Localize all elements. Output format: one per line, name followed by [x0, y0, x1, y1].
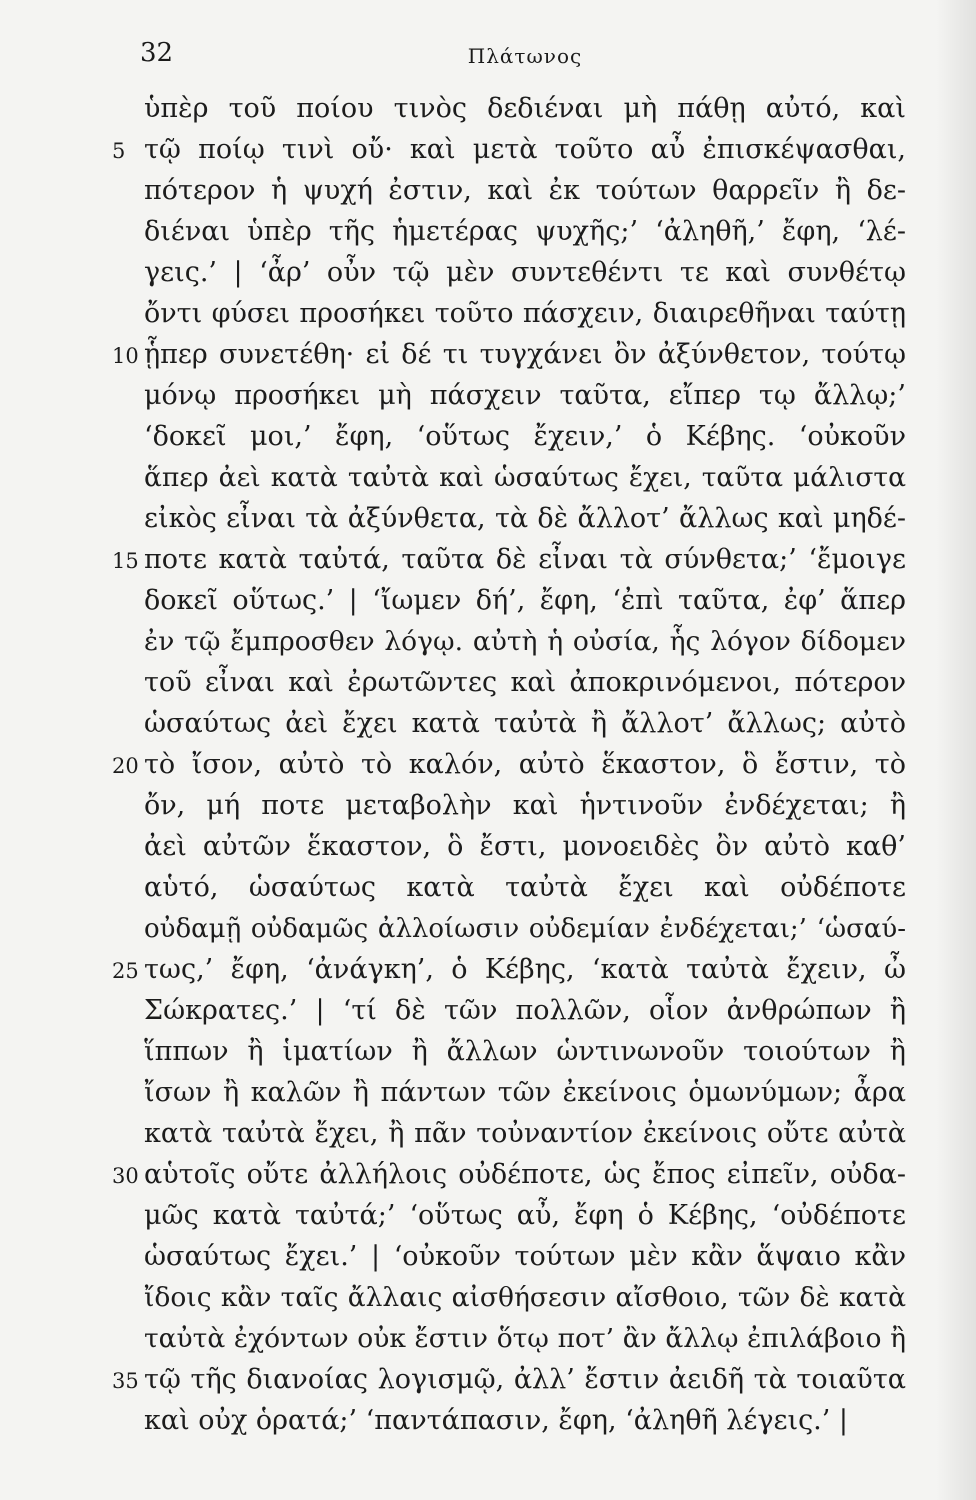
text-line [112, 949, 912, 990]
page-number: 32 [140, 38, 174, 68]
page-header [140, 38, 910, 78]
text-line [112, 1236, 912, 1277]
line-text: ᾗπερ συνετέθη· εἰ δέ τι τυγχάνει ὂν ἀξύνθετον, τούτῳ [144, 339, 906, 370]
line-text: μόνῳ προσήκει μὴ πάσχειν ταῦτα, εἴπερ τῳ ἄλλῳ;’ [144, 380, 906, 411]
line-text: ποτε κατὰ ταὐτά, ταῦτα δὲ εἶναι τὰ σύνθετα;’ ‘ἔμοιγε [144, 544, 906, 575]
line-text: ἅπερ ἀεὶ κατὰ ταὐτὰ καὶ ὡσαύτως ἔχει, ταῦτα μάλιστα [144, 462, 906, 493]
text-line [112, 1195, 912, 1236]
text-line [112, 662, 912, 703]
line-text: αὑτοῖς οὔτε ἀλλήλοις οὐδέποτε, ὡς ἔπος εἰπεῖν, οὐδα- [144, 1159, 906, 1190]
text-line [112, 88, 912, 129]
text-line [112, 1359, 912, 1400]
line-text: κατὰ ταὐτὰ ἔχει, ἢ πᾶν τοὐναντίον ἐκείνοις οὔτε αὐτὰ [144, 1118, 906, 1149]
line-text: Σώκρατες.’ | ‘τί δὲ τῶν πολλῶν, οἷον ἀνθρώπων ἢ [144, 995, 906, 1026]
text-line [112, 1072, 912, 1113]
running-head: Πλάτωνος [467, 44, 583, 68]
text-line [112, 744, 912, 785]
text-line [112, 621, 912, 662]
line-text: τῷ ποίῳ τινὶ οὔ· καὶ μετὰ τοῦτο αὖ ἐπισκέψασθαι, [144, 134, 906, 165]
text-line [112, 867, 912, 908]
line-text: τὸ ἴσον, αὐτὸ τὸ καλόν, αὐτὸ ἕκαστον, ὃ ἔστιν, τὸ [144, 749, 906, 780]
line-text: δοκεῖ οὕτως.’ | ‘ἴωμεν δή’, ἔφη, ‘ἐπὶ ταῦτα, ἐφ’ ἅπερ [144, 585, 906, 616]
text-line [112, 334, 912, 375]
line-number: 10 [112, 344, 139, 368]
line-text: ‘δοκεῖ μοι,’ ἔφη, ‘οὕτως ἔχειν,’ ὁ Κέβης. ‘οὐκοῦν [144, 421, 906, 452]
line-text: ἵππων ἢ ἱματίων ἢ ἄλλων ὡντινωνοῦν τοιούτων ἢ [144, 1036, 906, 1067]
line-number: 25 [112, 959, 139, 983]
line-text: τως,’ ἔφη, ‘ἀνάγκη’, ὁ Κέβης, ‘κατὰ ταὐτὰ ἔχειν, ὦ [144, 954, 906, 985]
text-line [112, 1113, 912, 1154]
text-line [112, 539, 912, 580]
text-line [112, 375, 912, 416]
text-line [112, 457, 912, 498]
line-text: τοῦ εἶναι καὶ ἐρωτῶντες καὶ ἀποκρινόμενοι, πότερον [144, 667, 906, 698]
text-line [112, 498, 912, 539]
text-line [112, 1318, 912, 1359]
text-line [112, 1031, 912, 1072]
line-text: καὶ οὐχ ὁρατά;’ ‘παντάπασιν, ἔφη, ‘ἀληθῆ λέγεις.’ | [144, 1405, 849, 1436]
text-line [112, 826, 912, 867]
text-line [112, 211, 912, 252]
text-line [112, 416, 912, 457]
line-text: ἐν τῷ ἔμπροσθεν λόγῳ. αὐτὴ ἡ οὐσία, ἧς λόγον δίδομεν [144, 626, 906, 657]
line-text: ὑπὲρ τοῦ ποίου τινὸς δεδιέναι μὴ πάθῃ αὐτό, καὶ [144, 93, 906, 124]
text-line [112, 293, 912, 334]
text-line [112, 703, 912, 744]
line-text: ὡσαύτως ἔχει.’ | ‘οὐκοῦν τούτων μὲν κἂν ἅψαιο κἂν [144, 1241, 906, 1272]
text-line [112, 1277, 912, 1318]
line-number: 20 [112, 754, 139, 778]
text-body [112, 88, 912, 1441]
line-number: 35 [112, 1369, 139, 1393]
line-text: ὄντι φύσει προσήκει τοῦτο πάσχειν, διαιρεθῆναι ταύτῃ [144, 298, 906, 329]
line-text: διέναι ὑπὲρ τῆς ἡμετέρας ψυχῆς;’ ‘ἀληθῆ,’ ἔφη, ‘λέ- [144, 216, 906, 247]
line-text: ἀεὶ αὐτῶν ἕκαστον, ὃ ἔστι, μονοειδὲς ὂν αὐτὸ καθ’ [144, 831, 906, 862]
line-text: ταὐτὰ ἐχόντων οὐκ ἔστιν ὅτῳ ποτ’ ἂν ἄλλῳ ἐπιλάβοιο ἢ [144, 1323, 906, 1354]
line-text: οὐδαμῇ οὐδαμῶς ἀλλοίωσιν οὐδεμίαν ἐνδέχεται;’ ‘ὡσαύ- [144, 914, 906, 944]
text-line [112, 1154, 912, 1195]
line-text: πότερον ἡ ψυχή ἐστιν, καὶ ἐκ τούτων θαρρεῖν ἢ δε- [144, 175, 906, 206]
text-line [112, 580, 912, 621]
line-text: ὡσαύτως ἀεὶ ἔχει κατὰ ταὐτὰ ἢ ἄλλοτ’ ἄλλως; αὐτὸ [144, 708, 906, 739]
line-text: αὑτό, ὡσαύτως κατὰ ταὐτὰ ἔχει καὶ οὐδέποτε [144, 872, 906, 903]
line-text: τῷ τῆς διανοίας λογισμῷ, ἀλλ’ ἔστιν ἀειδῆ τὰ τοιαῦτα [144, 1364, 906, 1395]
line-text: ἴσων ἢ καλῶν ἢ πάντων τῶν ἐκείνοις ὁμωνύμων; ἆρα [144, 1077, 906, 1108]
text-line [112, 1400, 912, 1441]
line-number: 30 [112, 1164, 139, 1188]
text-line [112, 129, 912, 170]
line-text: εἰκὸς εἶναι τὰ ἀξύνθετα, τὰ δὲ ἄλλοτ’ ἄλλως καὶ μηδέ- [144, 503, 906, 534]
line-text: ὄν, μή ποτε μεταβολὴν καὶ ἡντινοῦν ἐνδέχεται; ἢ [144, 790, 906, 821]
line-number: 5 [112, 139, 126, 163]
text-line [112, 785, 912, 826]
line-text: μῶς κατὰ ταὐτά;’ ‘οὕτως αὖ, ἔφη ὁ Κέβης, ‘οὐδέποτε [144, 1200, 906, 1231]
text-line [112, 170, 912, 211]
text-line [112, 908, 912, 949]
line-number: 15 [112, 549, 139, 573]
text-line [112, 252, 912, 293]
text-line [112, 990, 912, 1031]
line-text: γεις.’ | ‘ἆρ’ οὖν τῷ μὲν συντεθέντι τε καὶ συνθέτῳ [144, 257, 906, 288]
line-text: ἴδοις κἂν ταῖς ἄλλαις αἰσθήσεσιν αἴσθοιο, τῶν δὲ κατὰ [144, 1282, 906, 1313]
